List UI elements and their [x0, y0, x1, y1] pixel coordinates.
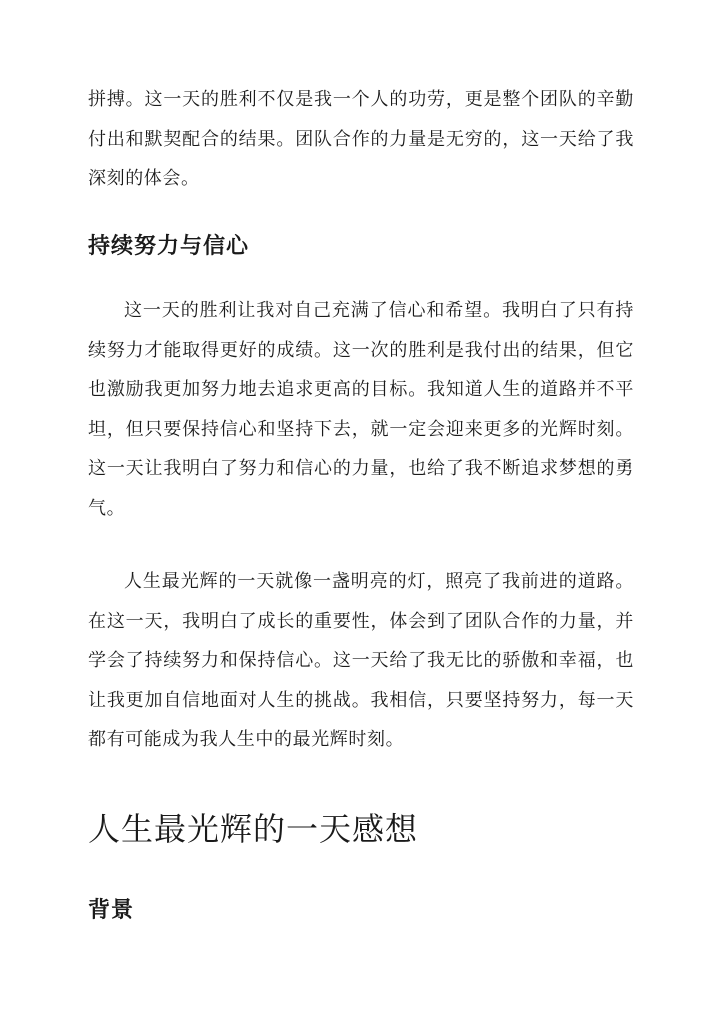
page-title: 人生最光辉的一天感想 — [88, 810, 419, 848]
subheading-background: 背景 — [88, 897, 135, 923]
paragraph-conclusion: 人生最光辉的一天就像一盏明亮的灯，照亮了我前进的道路。在这一天，我明白了成长的重要性，体会到了团队合作的力量，并学会了持续努力和保持信心。这一天给了我无比的骄傲和幸福，也让我更加自信地面对人生的挑战。我相信，只要坚持努力，每一天都有可能成为我人生中的最光辉时刻。 — [88, 571, 634, 751]
paragraph-teamwork-continued: 拼搏。这一天的胜利不仅是我一个人的功劳，更是整个团队的辛勤付出和默契配合的结果。团队合作的力量是无穷的，这一天给了我深刻的体会。 — [88, 89, 634, 190]
section-heading: 持续努力与信心 — [88, 233, 250, 259]
paragraph-confidence: 这一天的胜利让我对自己充满了信心和希望。我明白了只有持续努力才能取得更好的成绩。这一次的胜利是我付出的结果，但它也激励我更加努力地去追求更高的目标。我知道人生的道路并不平坦，但只要保持信心和坚持下去，就一定会迎来更多的光辉时刻。这一天让我明白了努力和信心的力量，也给了我不断追求梦想的勇气。 — [88, 300, 634, 519]
